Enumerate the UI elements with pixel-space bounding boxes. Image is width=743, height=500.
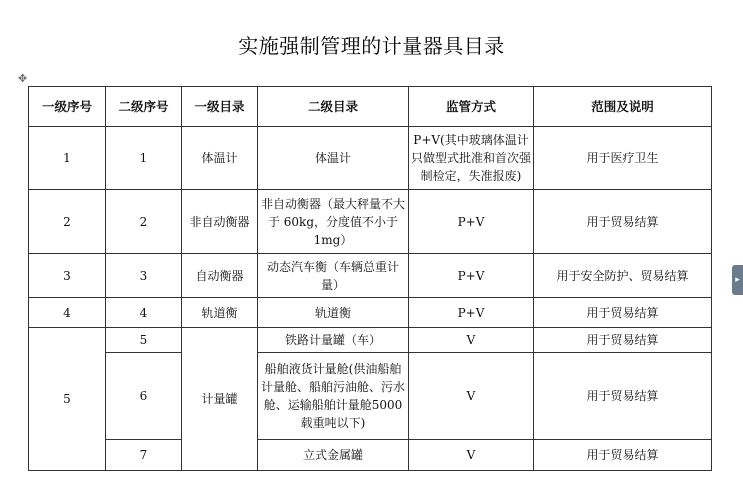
- table-header-row: [29, 87, 712, 127]
- level2-index-cell: 5: [106, 328, 182, 353]
- header-cell: 一级序号: [29, 87, 106, 127]
- level2-index-cell: 4: [106, 298, 182, 328]
- supervision-method-cell: P+V: [409, 190, 534, 254]
- level2-index-cell: 2: [106, 190, 182, 254]
- scope-cell: 用于贸易结算: [534, 353, 712, 440]
- header-cell: 一级目录: [182, 87, 258, 127]
- table-row: [29, 328, 712, 353]
- supervision-method-cell: P+V(其中玻璃体温计只做型式批准和首次强制检定，失准报废): [409, 127, 534, 190]
- table-row: [29, 254, 712, 298]
- scope-cell: 用于安全防护、贸易结算: [534, 254, 712, 298]
- level1-category-cell: 体温计: [182, 127, 258, 190]
- scope-cell: 用于贸易结算: [534, 440, 712, 471]
- level2-index-cell: 6: [106, 353, 182, 440]
- scope-cell: 用于贸易结算: [534, 298, 712, 328]
- level2-index-cell: 3: [106, 254, 182, 298]
- supervision-method-cell: V: [409, 440, 534, 471]
- level2-category-cell: 动态汽车衡（车辆总重计量）: [258, 254, 409, 298]
- table-row: [29, 190, 712, 254]
- level2-category-cell: 非自动衡器（最大秤量不大于 60kg，分度值不小于 1mg）: [258, 190, 409, 254]
- level1-category-cell: 轨道衡: [182, 298, 258, 328]
- level1-index-cell: 3: [29, 254, 106, 298]
- table-row: [29, 353, 712, 440]
- side-expand-tab[interactable]: ▸: [732, 265, 743, 295]
- level1-index-cell: 1: [29, 127, 106, 190]
- header-cell: 范围及说明: [534, 87, 712, 127]
- supervision-method-cell: P+V: [409, 298, 534, 328]
- level2-index-cell: 1: [106, 127, 182, 190]
- level2-category-cell: 体温计: [258, 127, 409, 190]
- table-row: [29, 440, 712, 471]
- level2-index-cell: 7: [106, 440, 182, 471]
- scope-cell: 用于医疗卫生: [534, 127, 712, 190]
- table-row: [29, 298, 712, 328]
- level1-category-cell: 自动衡器: [182, 254, 258, 298]
- catalog-table: [28, 86, 712, 471]
- table-move-handle-icon[interactable]: ✥: [18, 72, 28, 85]
- page-title: 实施强制管理的计量器具目录: [238, 34, 505, 58]
- level2-category-cell: 轨道衡: [258, 298, 409, 328]
- level2-category-cell: 铁路计量罐（车）: [258, 328, 409, 353]
- level1-category-cell: 计量罐: [182, 328, 258, 471]
- level1-index-cell: 2: [29, 190, 106, 254]
- header-cell: 二级目录: [258, 87, 409, 127]
- supervision-method-cell: V: [409, 328, 534, 353]
- table-row: [29, 127, 712, 190]
- scope-cell: 用于贸易结算: [534, 190, 712, 254]
- header-cell: 监管方式: [409, 87, 534, 127]
- supervision-method-cell: V: [409, 353, 534, 440]
- supervision-method-cell: P+V: [409, 254, 534, 298]
- level2-category-cell: 立式金属罐: [258, 440, 409, 471]
- scope-cell: 用于贸易结算: [534, 328, 712, 353]
- level2-category-cell: 船舶液货计量舱(供油船舶计量舱、船舶污油舱、污水舱、运输船舶计量舱5000 载重吨以下): [258, 353, 409, 440]
- level1-index-cell: 5: [29, 328, 106, 471]
- level1-index-cell: 4: [29, 298, 106, 328]
- level1-category-cell: 非自动衡器: [182, 190, 258, 254]
- header-cell: 二级序号: [106, 87, 182, 127]
